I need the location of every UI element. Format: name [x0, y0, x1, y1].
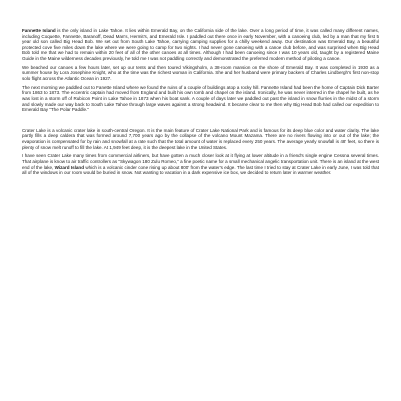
paragraph-wizard-island [22, 153, 379, 175]
paragraph-text: I have seen Crater Lake many times from commercial airliners, but have gotten a much closer look at it flying at lower altitude in a friend's single engine Cessna several times. That airplane is know to air traffic controllers as "Skywagon 180 Zulu Romeo," a fine poetic name for a small mechanical angelic transportation unit. There is an island at the west end of the lake, [22, 153, 379, 170]
bold-term-fannette-island: Fannette Island [22, 28, 56, 33]
paragraph-text: is the only island in Lake Tahoe. It lies within Emerald Bay, on the California side of the lake. Over a long period of time, it was called many different names, including Coquette, Fannette, Baranoff, Dead Man's, Hermit's, and Emerald Isle. I paddled out there once in early November, with a canoeing club, led by a man that my first 5 year old son called Big Head Bob. We set out from South Lake Tahoe, carrying camping supplies for a chilly weekend away. Our destination was Emerald Bay, a beautiful protected cove five miles down the lake where we were going to camp for two nights. I had never gone canoeing with a canoe club before, and was surprised when Big Head Bob told me that we had to remain within 20 feet of all of the other canoes at all times. Although I had been canoeing since I was 10 years old, taught by a registered Maine Guide in the Maine wilderness decades previously, he told me I was not paddling correctly and demonstrated the preferred modern method of piloting a canoe. [22, 28, 379, 61]
section-fannette-island [22, 28, 379, 113]
paragraph-vikingsholm: We beached our canoes a few hours later, set up our tents and then toured Vikingsholm, a 38-room mansion on the shore of Emerald Bay. It was completed in 1930 as a summer house by Lora Josephine Knight, who at the time was the richest woman in California. She and her husband were primary backers of Charles Lindbergh's first non-stop solo flight across the Atlantic Ocean in 1927. [22, 64, 379, 81]
paragraph-crater-lake-intro: Crater Lake is a volcanic crater lake in south-central Oregon. It is the main feature of Crater Lake National Park and is famous for its deep blue color and water clarity. The lake partly fills a deep caldera that was formed around 7,700 years ago by the collapse of the volcano Mount Mazama. There are no rivers flowing into or out of the lake; the evaporation is compensated for by rain and snowfall at a rate such that the total amount of water is replaced every 250 years. The average yearly snowfall is 48' feet, so there is plenty of snow melt runoff to fill the lake. At 1,949 feet deep, it is the deepest lake in the United States. [22, 127, 379, 150]
bold-term-wizard-island: Wizard Island [54, 164, 84, 170]
paragraph-text: which is a volcanic cinder cone rising up about 800' from the water's edge. The last time I tried to stay at Crater Lake in early June, I was told that all of the windows in our room would be buried in snow. Not wanting to vacation in a dark expensive ice box, we decided to return later in warmer weather. [22, 164, 379, 176]
paragraph-polar-paddle: The next morning we paddled out to Fanette Island where we found the ruins of a couple of buildings atop a rocky hill. Fannette Island had been the home of Captain Dick Barter from 1863 to 1873. The eccentric captain had moved from England and built his own tomb and chapel on the island. Ironically, he was never interred in the chapel he built, as he was lost in a storm off of Rubicon Point in Lake Tahoe in 1873 when his boat sank. A couple of days later we paddled out past the island in snow flurries in the midst of a storm and slowly made our way back to South Lake Tahoe through large waves against a strong headwind. It became clear to me then why Big Head Bob had called our expedition to Emerald Bay "The Polar Paddle." [22, 84, 379, 113]
section-crater-lake [22, 128, 379, 176]
paragraph-fannette-intro [22, 28, 379, 62]
section-gap [22, 116, 379, 128]
